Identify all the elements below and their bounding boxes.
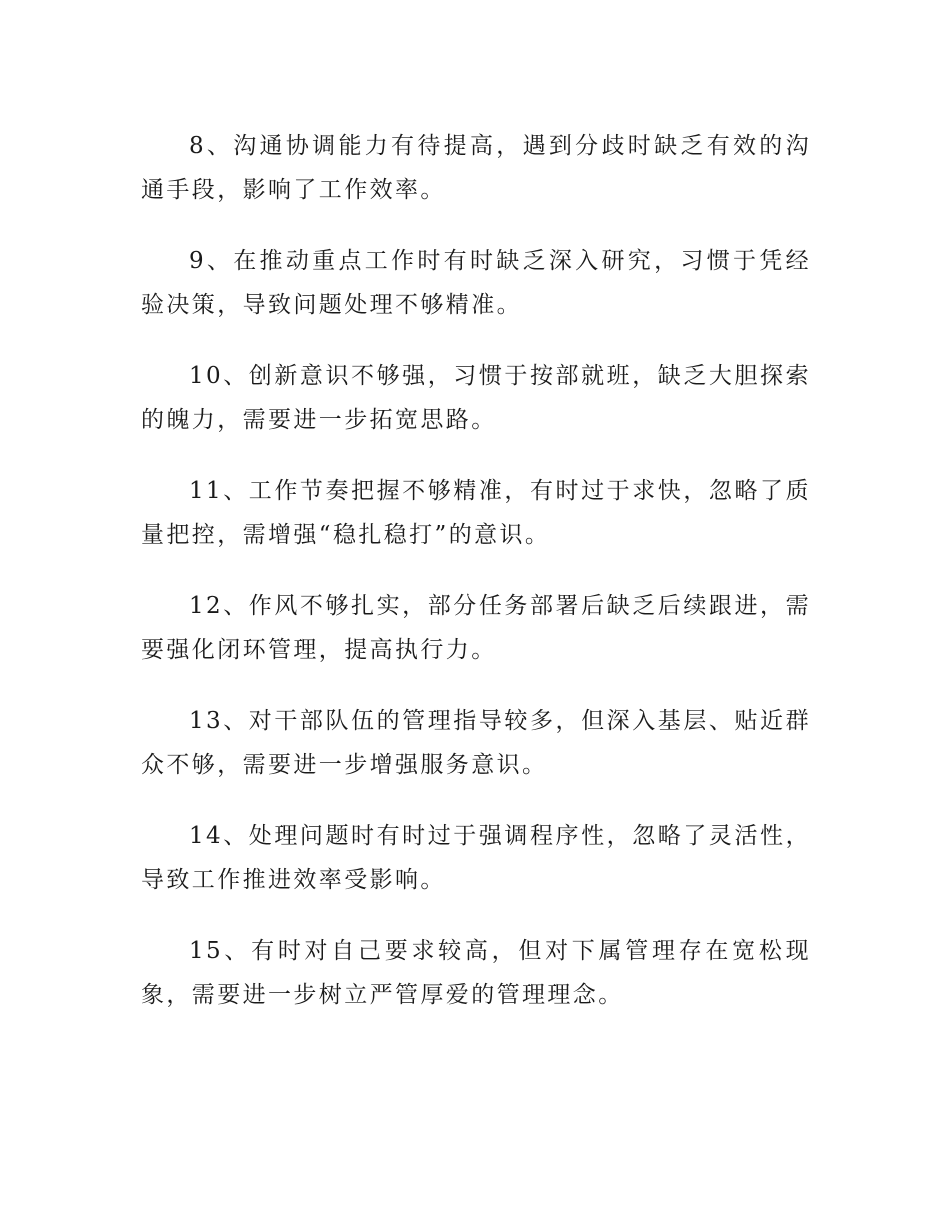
paragraph-item-9: 9、在推动重点工作时有时缺乏深入研究，习惯于凭经验决策，导致问题处理不够精准。 bbox=[141, 248, 811, 318]
document-body bbox=[141, 124, 811, 1044]
paragraph-item-14: 14、处理问题时有时过于强调程序性，忽略了灵活性，导致工作推进效率受影响。 bbox=[141, 823, 811, 893]
paragraph-item-8: 8、沟通协调能力有待提高，遇到分歧时缺乏有效的沟通手段，影响了工作效率。 bbox=[141, 133, 811, 203]
paragraph-item-13: 13、对干部队伍的管理指导较多，但深入基层、贴近群众不够，需要进一步增强服务意识。 bbox=[141, 708, 811, 778]
paragraph-item-15: 15、有时对自己要求较高，但对下属管理存在宽松现象，需要进一步树立严管厚爱的管理理念。 bbox=[141, 938, 811, 1008]
paragraph-item-12: 12、作风不够扎实，部分任务部署后缺乏后续跟进，需要强化闭环管理，提高执行力。 bbox=[141, 593, 811, 663]
paragraph-item-11: 11、工作节奏把握不够精准，有时过于求快，忽略了质量把控，需增强“稳扎稳打”的意识。 bbox=[141, 478, 811, 548]
paragraph-item-10: 10、创新意识不够强，习惯于按部就班，缺乏大胆探索的魄力，需要进一步拓宽思路。 bbox=[141, 363, 811, 433]
